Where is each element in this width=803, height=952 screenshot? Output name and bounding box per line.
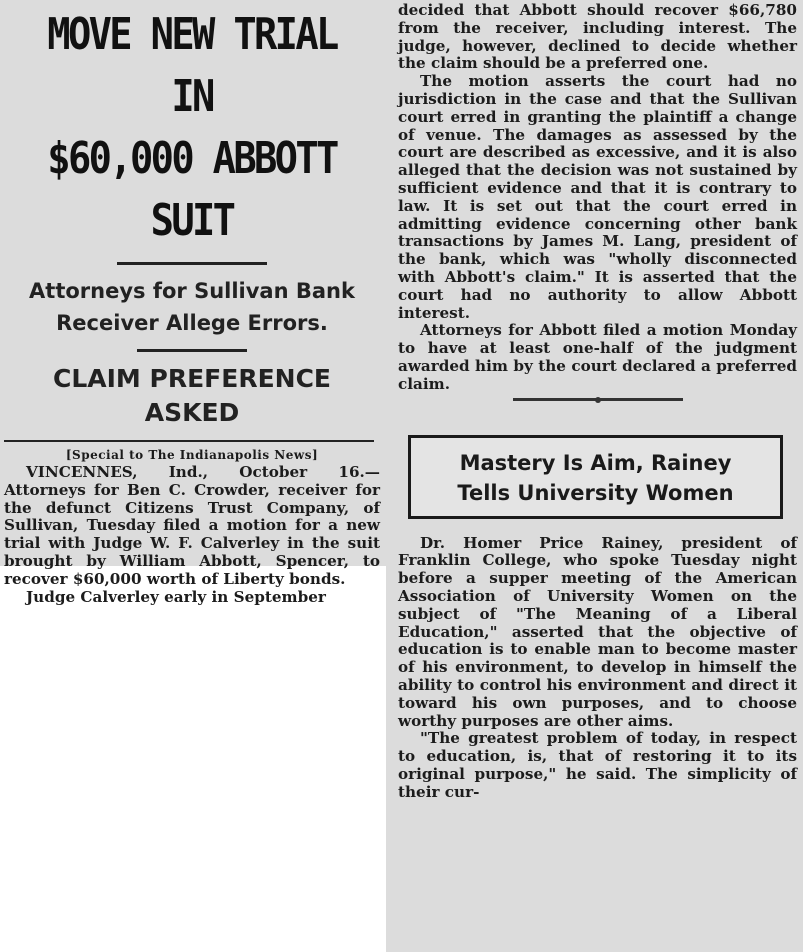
article-paragraph: "The greatest problem of today, in respect to education, is, that of restoring it to its original purpose," he said. The simplicity of their cur- <box>398 729 797 801</box>
article-paragraph: The motion asserts the court had no jurisdiction in the case and that the Sullivan court erred in granting the plaintiff a change of venue. The damages as assessed by the court are described as excessive, and it is also alleged that the decision was not sustained by sufficient evidence and that it is contrary to law. It is set out that the court erred in admitting evidence concerning other bank transactions by James M. Lang, president of the bank, which was "wholly disconnected with Abbott's claim." It is asserted that the court had no authority to allow Abbott interest. <box>398 72 797 322</box>
article-paragraph: Judge Calverley early in September <box>26 587 326 606</box>
article-paragraph: decided that Abbott should recover $66,780 from the receiver, including interest. The judge, however, declined to decide whether the claim should be a preferred one. <box>398 1 797 73</box>
article-paragraph: VINCENNES, Ind., October 16.—Attorneys for Ben C. Crowder, receiver for the defunct Citizens Trust Company, of Sullivan, Tuesday filed a motion for a new trial with Judge W. F. Calverley in the suit brought by William Abbott, Spencer, to recover $60,000 worth of Liberty bonds. <box>4 463 380 588</box>
rule-dot <box>595 397 601 403</box>
deck-secondary: CLAIM PREFERENCE ASKED <box>53 364 331 427</box>
article-paragraph: Dr. Homer Price Rainey, president of Franklin College, who spoke Tuesday night before a supper meeting of the American Association of University Women on the subject of "The Meaning of a Liberal Education," asserted that the objective of education is to enable man to become master of his environment, to develop in himself the ability to control his environment and direct it toward his own purposes, and to choose worthy purposes are other aims. <box>398 533 797 730</box>
box-headline-line-1: Mastery Is Aim, Rainey <box>459 450 732 475</box>
deck-line-2: Receiver Allege Errors. <box>56 311 328 335</box>
headline-rule <box>117 262 267 265</box>
article-paragraph: Attorneys for Abbott filed a motion Monday to have at least one-half of the judgment awarded him by the court declared a preferred claim. <box>398 321 797 393</box>
left-column-article <box>0 0 386 606</box>
box-headline-line-2: Tells University Women <box>457 480 734 505</box>
deck-rule <box>137 349 247 352</box>
deck-line-1: Attorneys for Sullivan Bank <box>29 279 355 303</box>
headline-line-2: $60,000 ABBOTT SUIT <box>47 133 337 246</box>
right-column <box>386 0 803 952</box>
headline-line-1: MOVE NEW TRIAL IN <box>47 9 337 122</box>
wire-credit: [Special to The Indianapolis News] <box>65 448 319 462</box>
boxed-headline <box>408 435 783 519</box>
byline-rule <box>4 440 374 442</box>
